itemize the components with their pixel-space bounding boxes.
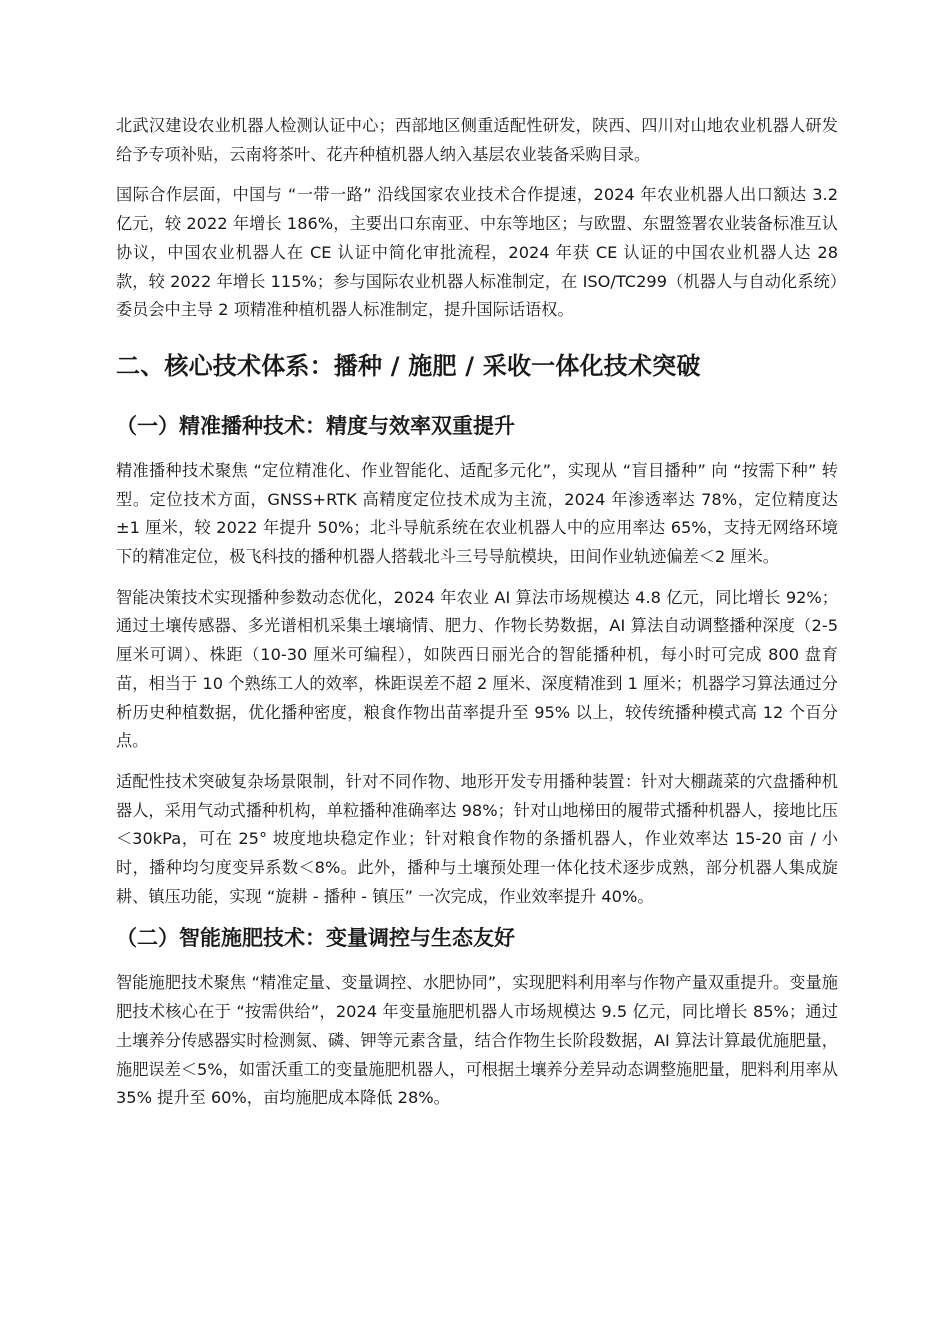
subsection-heading-1: （一）精准播种技术：精度与效率双重提升 [116,413,515,438]
paragraph: 智能施肥技术聚焦 “精准定量、变量调控、水肥协同”，实现肥料利用率与作物产量双重提升。变量施肥技术核心在于 “按需供给”，2024 年变量施肥机器人市场规模达 9.5 亿元，同比增长 85%；通过土壤养分传感器实时检测氮、磷、钾等元素含量，结合作物生长阶段数据，AI 算法计算最优施肥量，施肥误差＜5%，如雷沃重工的变量施肥机器人，可根据土壤养分差异动态调整施肥量，肥料利用率从 35% 提升至 60%，亩均施肥成本降低 28%。 [116,973,838,1108]
paragraph: 适配性技术突破复杂场景限制，针对不同作物、地形开发专用播种装置：针对大棚蔬菜的穴盘播种机器人，采用气动式播种机构，单粒播种准确率达 98%；针对山地梯田的履带式播种机器人，接地比压＜30kPa，可在 25° 坡度地块稳定作业；针对粮食作物的条播机器人，作业效率达 15-20 亩 / 小时，播种均匀度变异系数＜8%。此外，播种与土壤预处理一体化技术逐步成熟，部分机器人集成旋耕、镇压功能，实现 “旋耕 - 播种 - 镇压” 一次完成，作业效率提升 40%。 [116,771,838,906]
intro-paragraph-2: 国际合作层面，中国与 “一带一路” 沿线国家农业技术合作提速，2024 年农业机器人出口额达 3.2 亿元，较 2022 年增长 186%，主要出口东南亚、中东等地区；与欧盟、东盟签署农业装备标准互认协议，中国农业机器人在 CE 认证中简化审批流程，2024 年获 CE 认证的中国农业机器人达 28 款，较 2022 年增长 115%；参与国际农业机器人标准制定，在 ISO/TC299（机器人与自动化系统）委员会中主导 2 项精准种植机器人标准制定，提升国际话语权。 [116,185,838,320]
subsection-heading-2: （二）智能施肥技术：变量调控与生态友好 [116,926,515,951]
paragraph: 精准播种技术聚焦 “定位精准化、作业智能化、适配多元化”，实现从 “盲目播种” 向 “按需下种” 转型。定位技术方面，GNSS+RTK 高精度定位技术成为主流，2024 年渗透率达 78%，定位精度达 ±1 厘米，较 2022 年提升 50%；北斗导航系统在农业机器人中的应用率达 65%，支持无网络环境下的精准定位，极飞科技的播种机器人搭载北斗三号导航模块，田间作业轨迹偏差＜2 厘米。 [116,460,838,567]
document-page [116,112,838,1125]
section-heading: 二、核心技术体系：播种 / 施肥 / 采收一体化技术突破 [116,351,701,380]
paragraph: 智能决策技术实现播种参数动态优化，2024 年农业 AI 算法市场规模达 4.8 亿元，同比增长 92%；通过土壤传感器、多光谱相机采集土壤墒情、肥力、作物长势数据，AI 算法自动调整播种深度（2-5 厘米可调）、株距（10-30 厘米可编程），如陕西日丽光合的智能播种机，每小时可完成 800 盘育苗，相当于 10 个熟练工人的效率，株距误差不超 2 厘米、深度精准到 1 厘米；机器学习算法通过分析历史种植数据，优化播种密度，粮食作物出苗率提升至 95% 以上，较传统播种模式高 12 个百分点。 [116,587,838,751]
intro-paragraph-1: 北武汉建设农业机器人检测认证中心；西部地区侧重适配性研发，陕西、四川对山地农业机器人研发给予专项补贴，云南将茶叶、花卉种植机器人纳入基层农业装备采购目录。 [116,116,838,164]
